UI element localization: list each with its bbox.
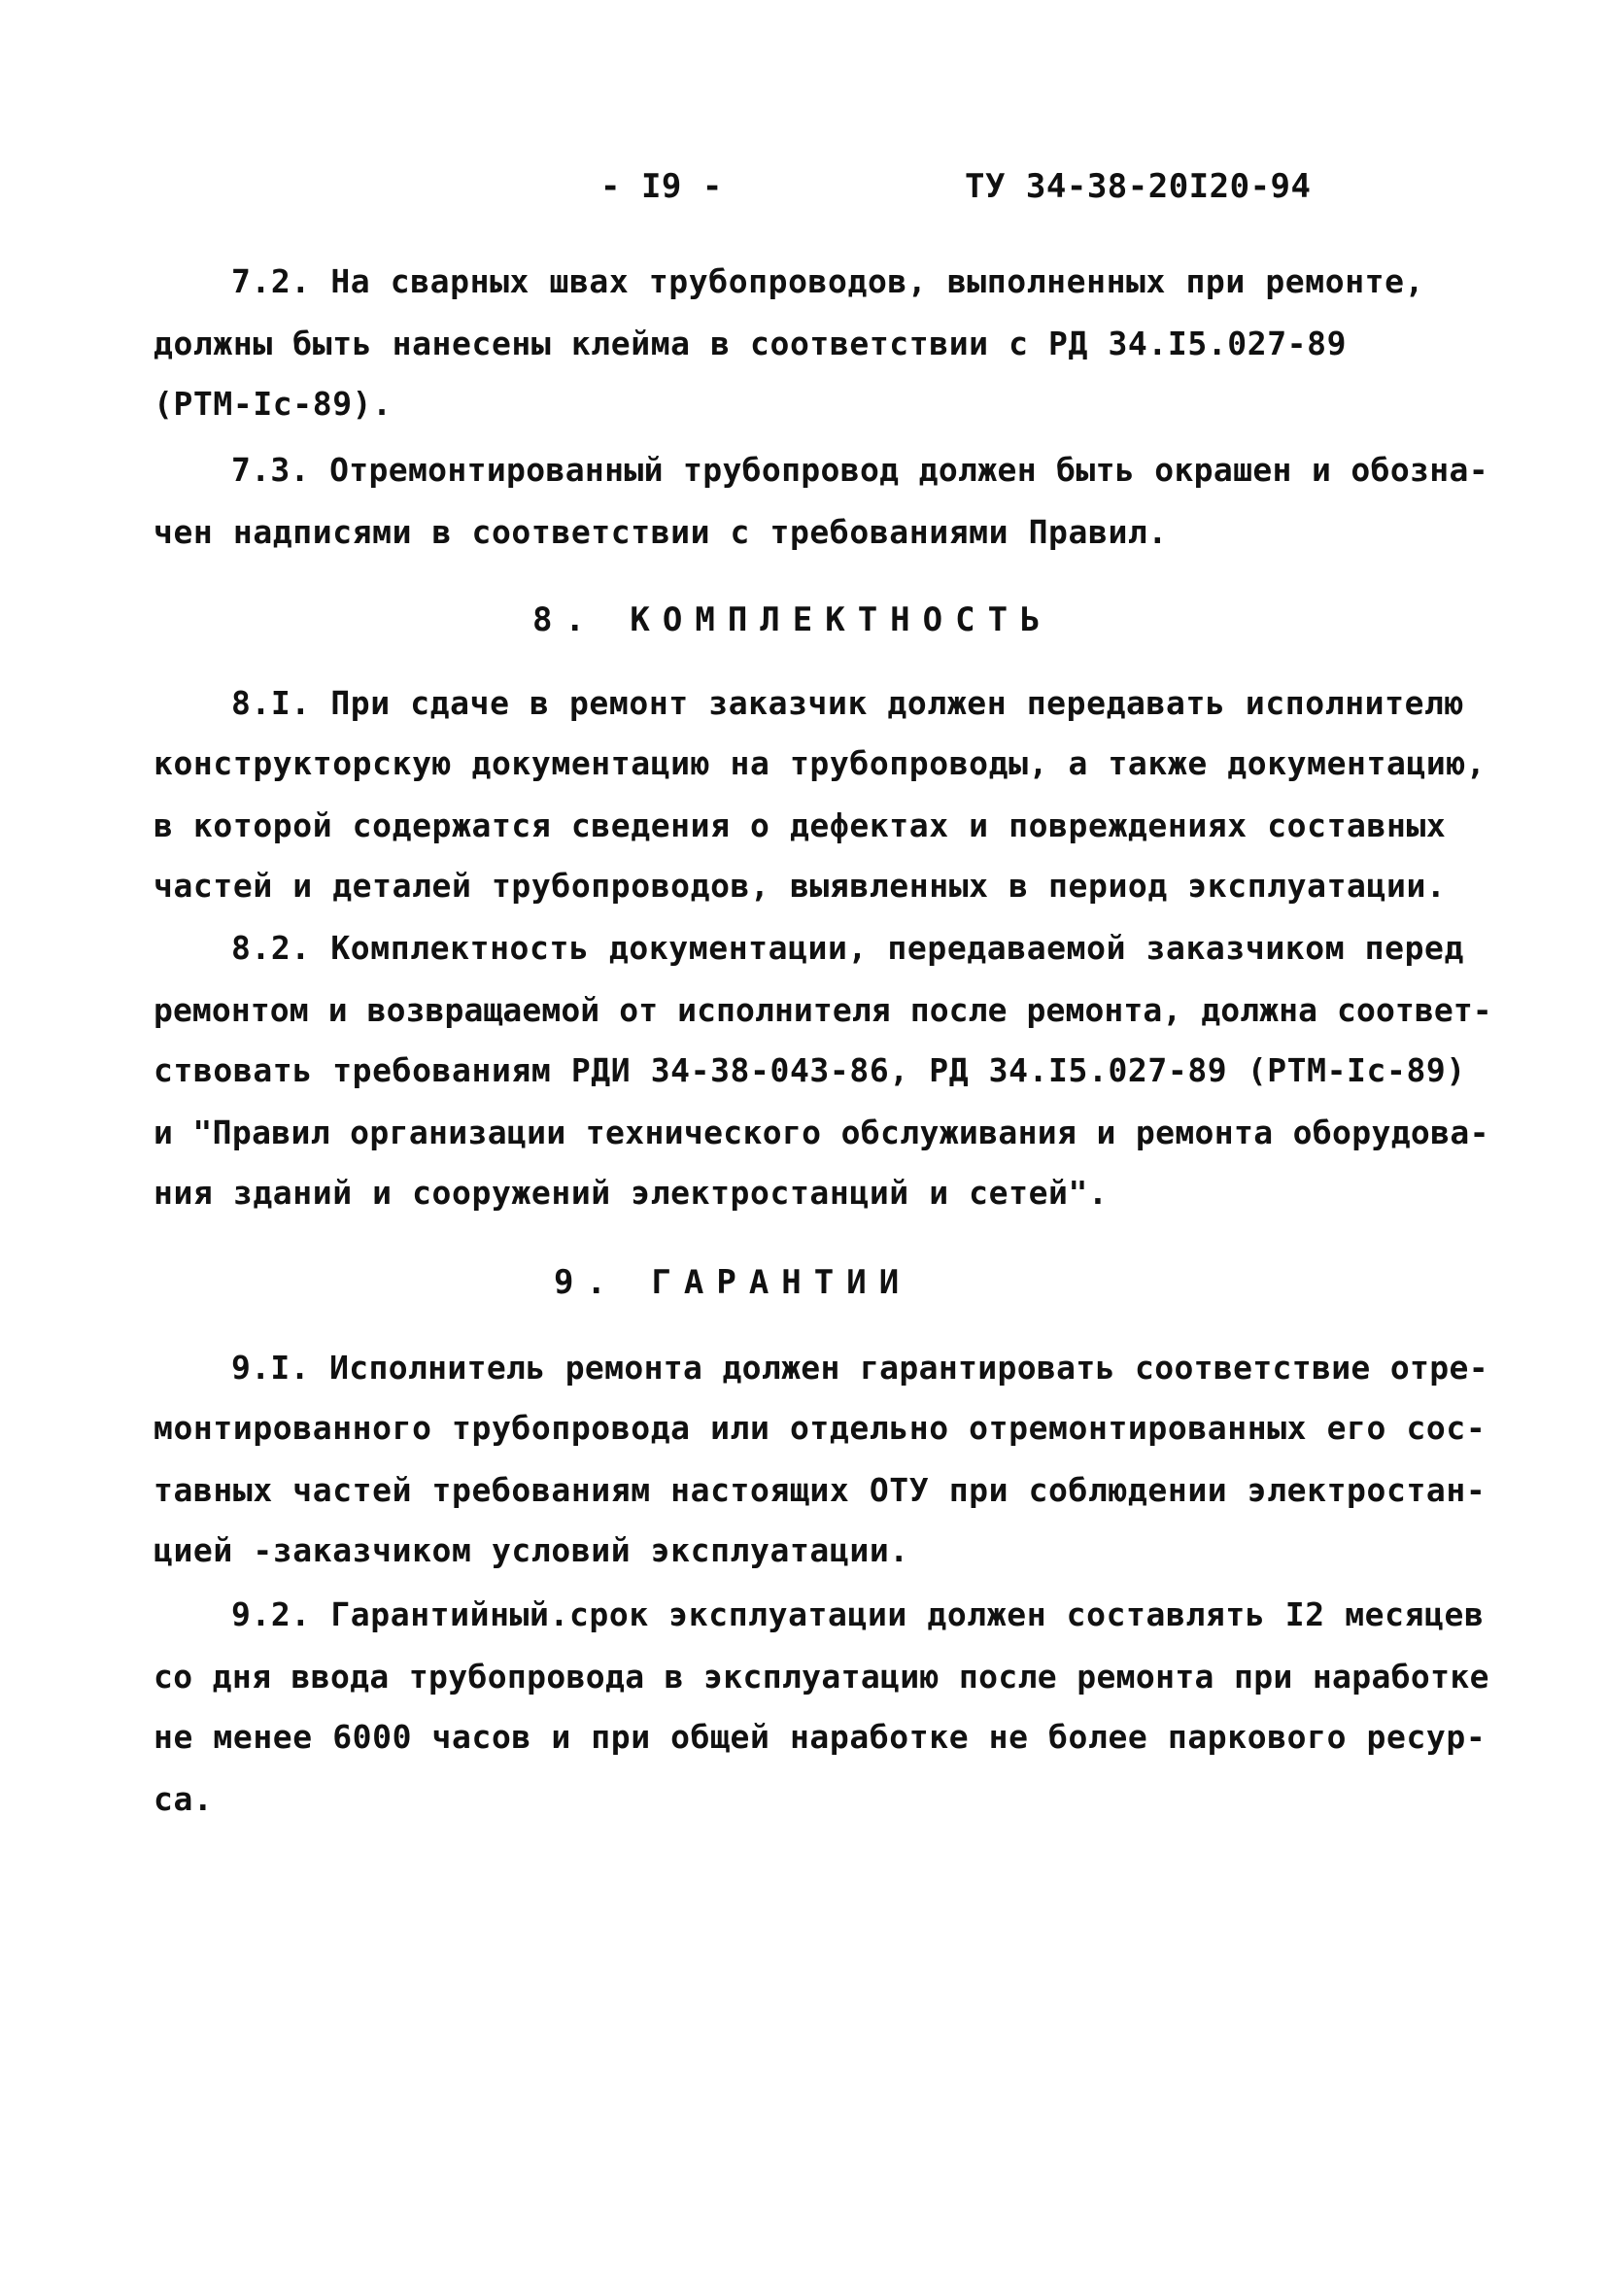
paragraph-8-1-line-1: 8.I. При сдаче в ремонт заказчик должен передавать исполнителю [231, 684, 1464, 722]
section-heading-guarantees: 9. ГАРАНТИИ [554, 1263, 912, 1302]
page-number: - I9 - [600, 167, 723, 206]
paragraph-8-2-line-5: ния зданий и сооружений электростанций и сетей". [154, 1174, 1109, 1212]
paragraph-9-2-line-4: са. [154, 1780, 214, 1818]
document-code: ТУ 34-38-20I20-94 [965, 167, 1312, 206]
paragraph-7-2-line-1: 7.2. На сварных швах трубопроводов, выполненных при ремонте, [231, 262, 1425, 300]
paragraph-8-2-line-1: 8.2. Комплектность документации, передаваемой заказчиком перед [231, 929, 1464, 967]
paragraph-7-2-line-2: должны быть нанесены клейма в соответствии с РД 34.I5.027-89 [154, 325, 1348, 362]
paragraph-9-2-line-1: 9.2. Гарантийный.срок эксплуатации должен составлять I2 месяцев [231, 1595, 1485, 1633]
paragraph-9-1-line-2: монтированного трубопровода или отдельно отремонтированных его сос- [154, 1409, 1487, 1447]
paragraph-8-1-line-3: в которой содержатся сведения о дефектах и повреждениях составных [154, 806, 1447, 844]
section-heading-completeness: 8. КОМПЛЕКТНОСТЬ [532, 600, 1053, 639]
paragraph-7-2-line-3: (РТМ-Iс-89). [154, 385, 393, 423]
paragraph-9-1-line-3: тавных частей требованиям настоящих ОТУ при соблюдении электростан- [154, 1471, 1487, 1509]
paragraph-9-1-line-1: 9.I. Исполнитель ремонта должен гарантировать соответствие отре- [231, 1349, 1488, 1387]
paragraph-8-1-line-4: частей и деталей трубопроводов, выявленных в период эксплуатации. [154, 867, 1447, 905]
paragraph-8-1-line-2: конструкторскую документацию на трубопроводы, а также документацию, [154, 744, 1487, 782]
paragraph-8-2-line-2: ремонтом и возвращаемой от исполнителя после ремонта, должна соответ- [154, 991, 1492, 1029]
paragraph-7-3-line-2: чен надписями в соответствии с требованиями Правил. [154, 513, 1168, 551]
paragraph-7-3-line-1: 7.3. Отремонтированный трубопровод должен быть окрашен и обозна- [231, 451, 1488, 489]
paragraph-9-1-line-4: цией -заказчиком условий эксплуатации. [154, 1531, 909, 1569]
paragraph-9-2-line-3: не менее 6000 часов и при общей наработке не более паркового ресур- [154, 1718, 1487, 1756]
paragraph-8-2-line-4: и "Правил организации технического обслуживания и ремонта оборудова- [154, 1114, 1489, 1151]
paragraph-9-2-line-2: со дня ввода трубопровода в эксплуатацию после ремонта при наработке [154, 1658, 1489, 1696]
paragraph-8-2-line-3: ствовать требованиям РДИ 34-38-043-86, РД 34.I5.027-89 (РТМ-Iс-89) [154, 1051, 1466, 1089]
